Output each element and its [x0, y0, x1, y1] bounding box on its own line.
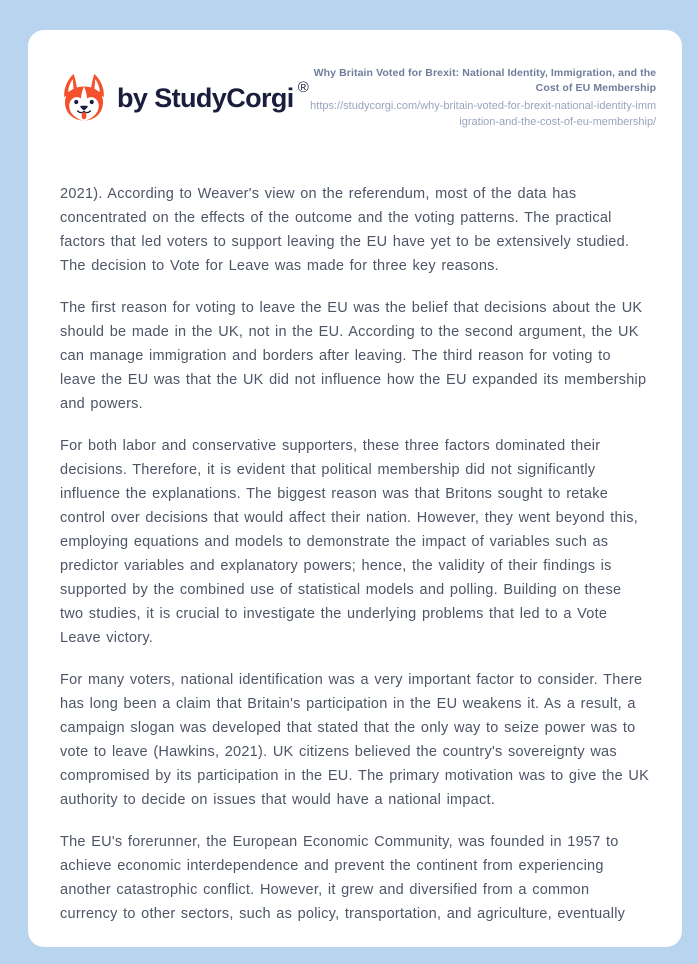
document-url[interactable]: https://studycorgi.com/why-britain-voted-for-brexit-national-identity-immigration-and-the-cost-of-eu-membership/	[310, 100, 657, 128]
brand-name: by StudyCorgi ®	[117, 78, 309, 113]
document-header	[60, 67, 657, 128]
corgi-face-icon	[60, 72, 108, 125]
studycorgi-logo[interactable]	[60, 72, 308, 125]
document-title: Why Britain Voted for Brexit: National Identity, Immigration, and the Cost of EU Membership	[313, 67, 657, 94]
paragraph: 2021). According to Weaver's view on the referendum, most of the data has concentrated on the effects of the outcome and the voting patterns. The practical factors that led voters to support leaving the EU have yet to be extensively studied. The decision to Vote for Leave was made for three key reasons.	[60, 186, 630, 274]
paragraph: The first reason for voting to leave the EU was the belief that decisions about the UK should be made in the UK, not in the EU. According to the second argument, the UK can manage immigration and borders after leaving. The third reason for voting to leave the EU was that the UK did not influence how the EU expanded its membership and powers.	[60, 300, 647, 412]
paragraph: For many voters, national identification was a very important factor to consider. There has long been a claim that Britain's participation in the EU weakens it. As a result, a campaign slogan was developed that stated that the only way to seize power was to vote to leave (Hawkins, 2021). UK citizens believed the country's sovereignty was compromised by its participation in the EU. The primary motivation was to give the UK authority to decide on issues that would have a national impact.	[60, 672, 650, 808]
registered-trademark-symbol: ®	[297, 78, 309, 96]
paragraph: The EU's forerunner, the European Economic Community, was founded in 1957 to achieve economic interdependence and prevent the continent from experiencing another catastrophic conflict. However, it grew and diversified from a common currency to other sectors, such as policy, transportation, and agriculture, eventually	[60, 834, 626, 922]
paragraph: For both labor and conservative supporters, these three factors dominated their decisions. Therefore, it is evident that political membership did not significantly influence the explanations. The biggest reason was that Britons sought to retake control over decisions that would affect their nation. However, they went beyond this, employing equations and models to demonstrate the impact of variables such as predictor variables and explanatory powers; hence, the validity of their findings is supported by the combined use of statistical models and polling. Building on these two studies, it is crucial to investigate the underlying problems that led to a Vote Leave victory.	[60, 438, 639, 646]
document-meta	[308, 66, 656, 130]
article-body	[60, 182, 650, 926]
document-card	[28, 30, 682, 947]
